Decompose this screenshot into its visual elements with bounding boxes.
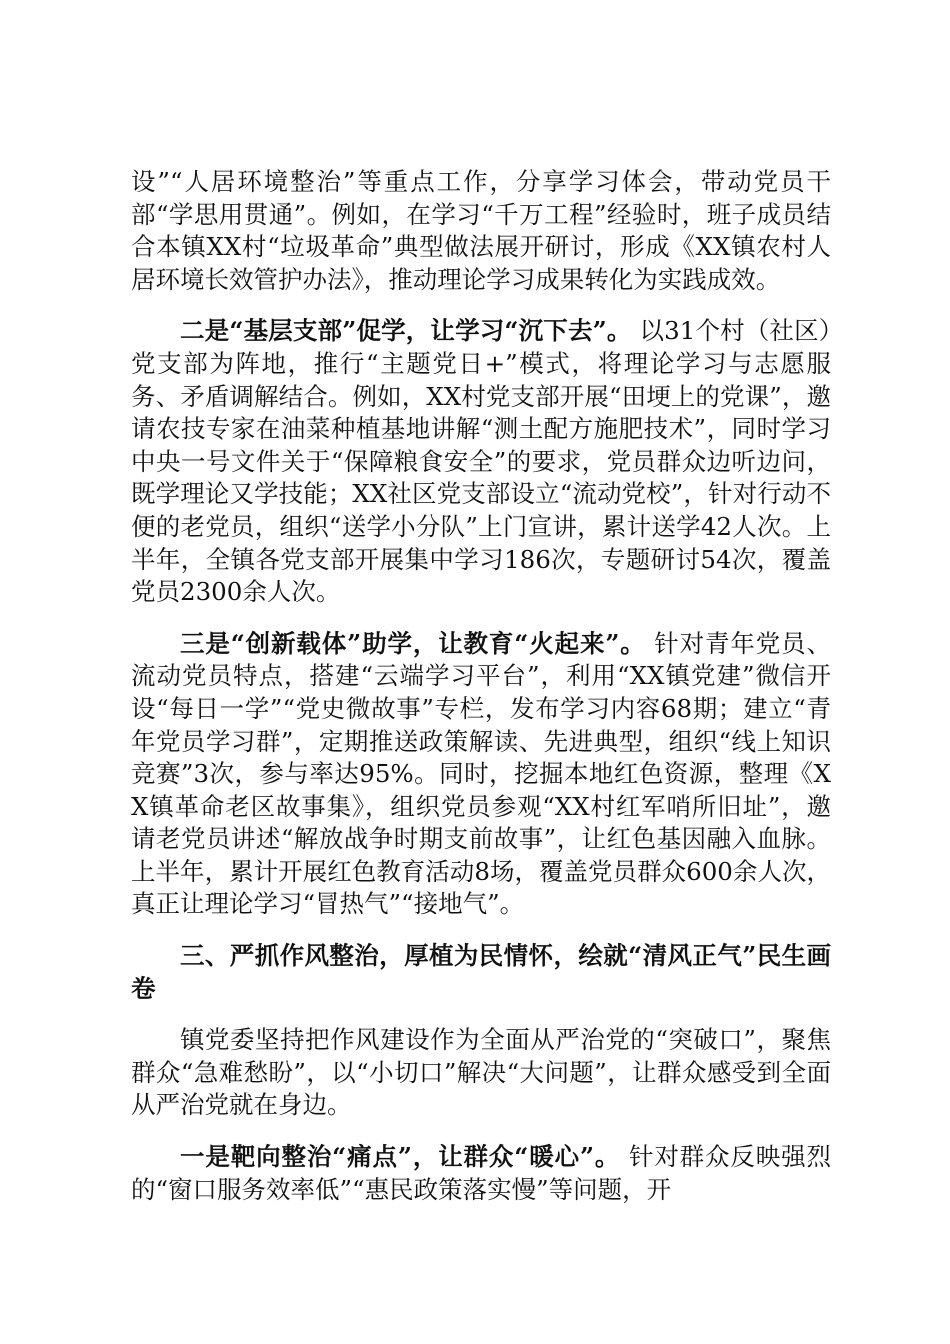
paragraph-text: 针对群众反映强烈的“窗口服务效率低”“惠民政策落实慢”等问题，开 [131, 1142, 831, 1204]
paragraph-innovative-carrier [131, 628, 831, 921]
section-heading [131, 940, 831, 1005]
paragraph-lead: 一是靶向整治“痛点”，让群众“暖心”。 [180, 1142, 621, 1172]
paragraph-text: 设”“人居环境整治”等重点工作，分享学习体会，带动党员干部“学思用贯通”。例如，在学习“千万工程”经验时，班子成员结合本镇XX村“垃圾革命”典型做法展开研讨，形成《XX镇农村人居环境长效管护办法》，推动理论学习成果转化为实践成效。 [131, 167, 831, 294]
paragraph-text: 以31个村（社区）党支部为阵地，推行“主题党日+”模式，将理论学习与志愿服务、矛盾调解结合。例如，XX村党支部开展“田埂上的党课”，邀请农技专家在油菜种植基地讲解“测土配方施肥技术”，同时学习中央一号文件关于“保障粮食安全”的要求，党员群众边听边问，既学理论又学技能；XX社区党支部设立“流动党校”，针对行动不便的老党员，组织“送学小分队”上门宣讲，累计送学42人次。上半年，全镇各党支部开展集中学习186次，专题研讨54次，覆盖党员2300余人次。 [131, 316, 831, 607]
section-heading-text: 三、严抓作风整治，厚植为民情怀，绘就“清风正气”民生画卷 [131, 941, 831, 1003]
paragraph-lead: 三是“创新载体”助学，让教育“火起来”。 [180, 628, 646, 658]
paragraph-lead: 二是“基层支部”促学，让学习“沉下去”。 [180, 316, 632, 346]
paragraph-grassroots-branch [131, 315, 831, 608]
paragraph-continuation [131, 166, 831, 296]
paragraph-text: 针对青年党员、流动党员特点，搭建“云端学习平台”，利用“XX镇党建”微信开设“每日一学”“党史微故事”专栏，发布学习内容68期；建立“青年党员学习群”，定期推送政策解读、先进典型，组织“线上知识竞赛”3次，参与率达95%。同时，挖掘本地红色资源，整理《XX镇革命老区故事集》，组织党员参观“XX村红军哨所旧址”，邀请老党员讲述“解放战争时期支前故事”，让红色基因融入血脉。上半年，累计开展红色教育活动8场，覆盖党员群众600余人次，真正让理论学习“冒热气”“接地气”。 [131, 628, 831, 919]
paragraph-section-intro [131, 1024, 831, 1122]
paragraph-text: 镇党委坚持把作风建设作为全面从严治党的“突破口”，聚焦群众“急难愁盼”，以“小切口”解决“大问题”，让群众感受到全面从严治党就在身边。 [131, 1025, 831, 1120]
paragraph-targeted-rectification [131, 1141, 831, 1206]
document-body [131, 166, 831, 1225]
